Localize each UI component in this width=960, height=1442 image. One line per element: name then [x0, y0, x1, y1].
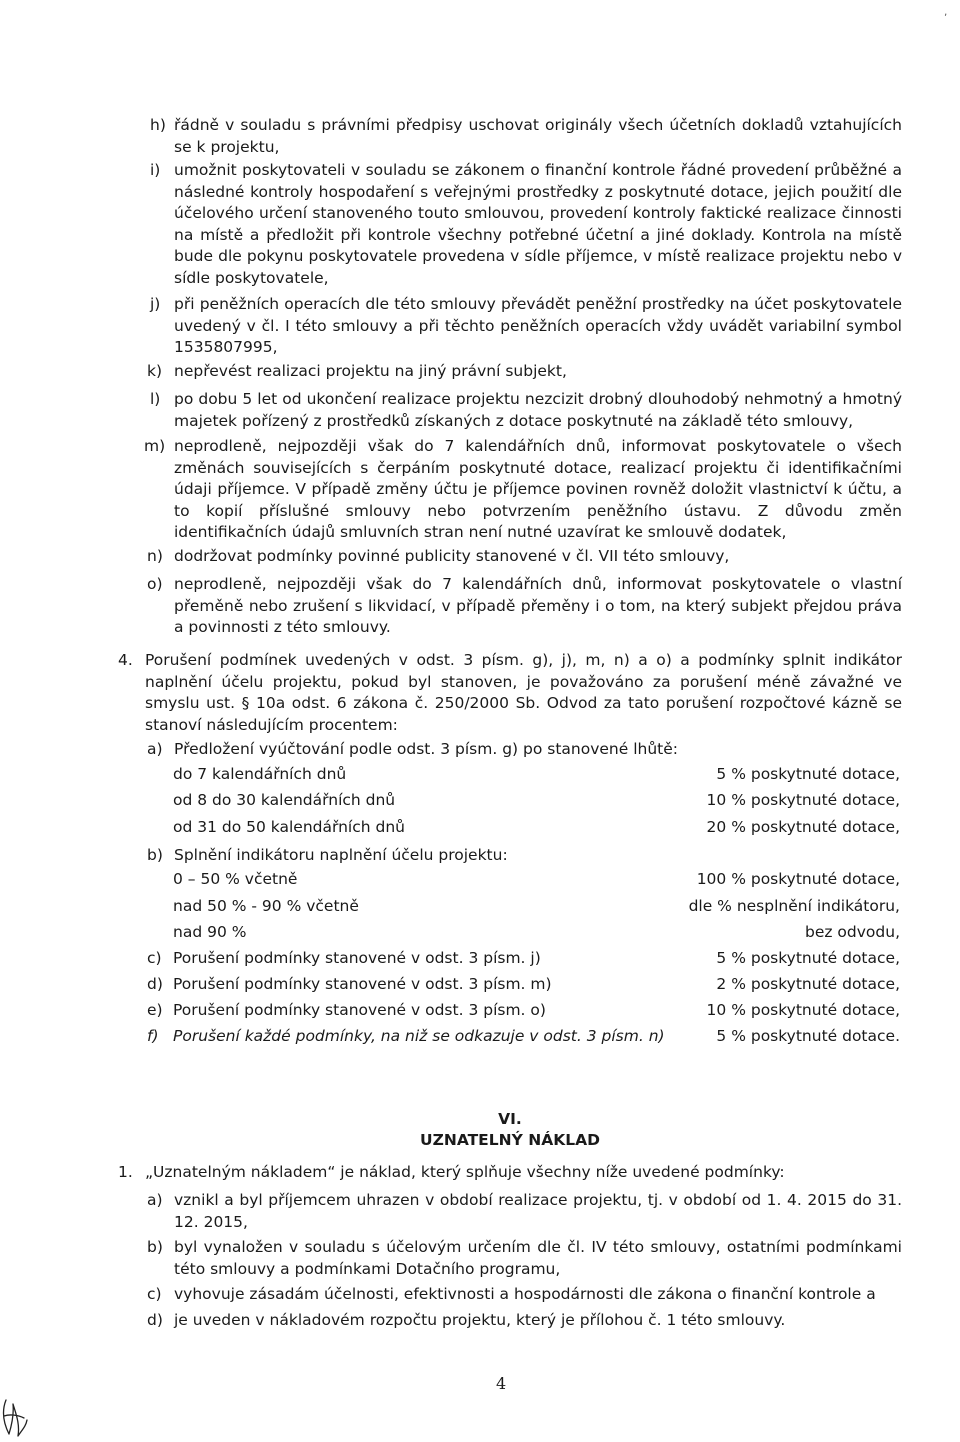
corner-mark: ‚: [944, 7, 948, 18]
penalty-row: [173, 790, 900, 812]
section-number: VI.: [498, 1110, 522, 1128]
penalty-e-label: e): [147, 1001, 163, 1019]
penalty-e-amount: 10 % poskytnuté dotace,: [706, 1001, 900, 1019]
penalty-row-condition: od 8 do 30 kalendářních dnů: [173, 791, 396, 809]
page-number: 4: [496, 1374, 507, 1393]
penalty-row-condition: od 31 do 50 kalendářních dnů: [173, 818, 405, 836]
penalty-c-label: c): [147, 949, 162, 967]
condition-a-text: vznikl a byl příjemcem uhrazen v období realizace projektu, tj. v období od 1. 4. 2015 do 31. 12. 2015,: [174, 1191, 902, 1231]
penalty-row: [173, 896, 900, 918]
clause-m-label: m): [144, 437, 166, 455]
clause-o-text: neprodleně, nejpozději však do 7 kalendářních dnů, informovat poskytovatele o vlastní přeměně nebo zrušení s likvidací, v případě přeměny i o tom, na který subjekt přejdou práva a povinnosti z této smlouvy.: [174, 575, 902, 636]
penalty-row-amount: bez odvodu,: [804, 923, 900, 941]
penalty-row-amount: dle % nesplnění indikátoru,: [688, 897, 900, 915]
penalty-d-amount: 2 % poskytnuté dotace,: [716, 975, 900, 993]
condition-a-label: a): [147, 1191, 163, 1209]
penalty-b-text: Splnění indikátoru naplnění účelu projektu:: [174, 846, 508, 864]
penalty-row: [173, 922, 900, 944]
penalty-row: [173, 764, 900, 786]
condition-c-label: c): [147, 1285, 162, 1303]
clause-i-text: umožnit poskytovateli v souladu se zákonem o finanční kontrole řádné provedení průběžné a následné kontroly hospodaření s veřejnými prostředky z poskytnuté dotace, jejich použití dle účelového určení stanoveného touto smlouvou, provedení kontroly faktické realizace činnosti na místě a předložit při kontrole všechny potřebné účetní a jiné doklady. Kontrola na místě bude dle pokynu poskytovatele provedena v sídle příjemce, v místě realizace projektu nebo v sídle poskytovatele,: [174, 161, 902, 287]
penalty-row-amount: 20 % poskytnuté dotace,: [706, 818, 900, 836]
penalty-f-amount: 5 % poskytnuté dotace.: [716, 1027, 900, 1045]
condition-d-text: je uveden v nákladovém rozpočtu projektu, který je přílohou č. 1 této smlouvy.: [174, 1311, 786, 1329]
penalty-a-text: Předložení vyúčtování podle odst. 3 písm. g) po stanovené lhůtě:: [174, 740, 679, 758]
penalty-e: [173, 1000, 900, 1022]
condition-d-label: d): [147, 1311, 163, 1329]
penalty-d: [173, 974, 900, 996]
clause-n-label: n): [147, 547, 163, 565]
condition-b-label: b): [147, 1238, 163, 1256]
penalty-c-text: Porušení podmínky stanovené v odst. 3 písm. j): [173, 949, 541, 967]
penalty-row-condition: nad 50 % - 90 % včetně: [173, 897, 359, 915]
clause-h-text: řádně v souladu s právními předpisy uschovat originály všech účetních dokladů vztahujících se k projektu,: [174, 116, 902, 156]
penalty-row-condition: nad 90 %: [173, 923, 247, 941]
clause-o-label: o): [147, 575, 163, 593]
paragraph-4-text: Porušení podmínek uvedených v odst. 3 písm. g), j), m, n) a o) a podmínky splnit indikátor naplnění účelu projektu, pokud byl stanoven, je považováno za porušení méně závažné ve smyslu ust. § 10a odst. 6 zákona č. 250/2000 Sb. Odvod za tato porušení rozpočtové kázně se stanoví následujícím procentem:: [145, 651, 902, 734]
clause-k-label: k): [147, 362, 163, 380]
clause-j-text: při peněžních operacích dle této smlouvy převádět peněžní prostředky na účet poskytovatele uvedený v čl. I této smlouvy a při těchto peněžních operacích vždy uvádět variabilní symbol 1535807995,: [174, 295, 902, 356]
clause-j-label: j): [150, 295, 161, 313]
clause-m-text: neprodleně, nejpozději však do 7 kalendářních dnů, informovat poskytovatele o všech změnách souvisejících s čerpáním poskytnuté dotace, realizací projektu či identifikačními údaji příjemce. V případě změny účtu je příjemce povinen rovněž doložit vlastnictví k účtu, a to kopií příslušné smlouvy nebo potvrzením peněžního ústavu. Z důvodu změn identifikačních údajů smluvních stran není nutné uzavírat ke smlouvě dodatek,: [174, 437, 902, 541]
handwritten-initials-icon: [0, 1396, 30, 1442]
condition-c-text: vyhovuje zásadám účelnosti, efektivnosti a hospodárnosti dle zákona o finanční kontrole a: [174, 1285, 876, 1303]
clause-k-text: nepřevést realizaci projektu na jiný právní subjekt,: [174, 362, 567, 380]
condition-b-text: byl vynaložen v souladu s účelovým určením dle čl. IV této smlouvy, ostatními podmínkami této smlouvy a podmínkami Dotačního programu,: [174, 1238, 902, 1278]
penalty-f: [173, 1026, 900, 1048]
clause-i-label: i): [150, 161, 161, 179]
penalty-row-amount: 100 % poskytnuté dotace,: [696, 870, 900, 888]
section-title: UZNATELNÝ NÁKLAD: [420, 1131, 600, 1149]
section-item-1-text: „Uznatelným nákladem“ je náklad, který splňuje všechny níže uvedené podmínky:: [145, 1163, 785, 1181]
penalty-row: [173, 869, 900, 891]
section-item-1-label: 1.: [118, 1163, 133, 1181]
penalty-row: [173, 817, 900, 839]
clause-n-text: dodržovat podmínky povinné publicity stanovené v čl. VII této smlouvy,: [174, 547, 730, 565]
penalty-d-label: d): [147, 975, 163, 993]
penalty-b-label: b): [147, 846, 163, 864]
paragraph-4-label: 4.: [118, 651, 133, 669]
clause-h-label: h): [150, 116, 166, 134]
penalty-c-amount: 5 % poskytnuté dotace,: [716, 949, 900, 967]
penalty-row-condition: 0 – 50 % včetně: [173, 870, 298, 888]
penalty-c: [173, 948, 900, 970]
penalty-e-text: Porušení podmínky stanovené v odst. 3 písm. o): [173, 1001, 546, 1019]
penalty-d-text: Porušení podmínky stanovené v odst. 3 písm. m): [173, 975, 552, 993]
penalty-a-label: a): [147, 740, 163, 758]
penalty-row-amount: 10 % poskytnuté dotace,: [706, 791, 900, 809]
clause-l-label: l): [150, 390, 161, 408]
clause-l-text: po dobu 5 let od ukončení realizace projektu nezcizit drobný dlouhodobý nehmotný a hmotný majetek pořízený z prostředků získaných z dotace poskytnuté na základě této smlouvy,: [174, 390, 902, 430]
penalty-f-label: f): [147, 1027, 159, 1045]
penalty-row-condition: do 7 kalendářních dnů: [173, 765, 347, 783]
penalty-row-amount: 5 % poskytnuté dotace,: [716, 765, 900, 783]
penalty-f-text: Porušení každé podmínky, na niž se odkazuje v odst. 3 písm. n): [173, 1027, 665, 1045]
